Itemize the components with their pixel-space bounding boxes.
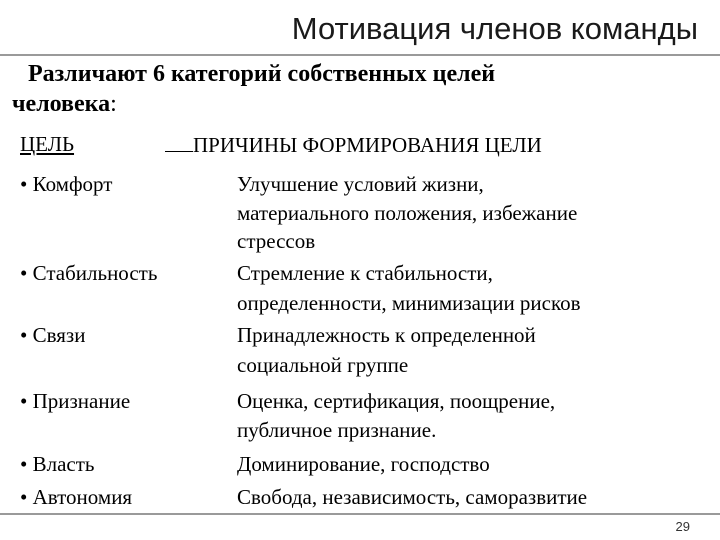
reason-connections-line-1: Принадлежность к определенной [237,323,536,347]
reason-recognition-line-1: Оценка, сертификация, поощрение, [237,389,556,413]
reason-connections-line-2: социальной группе [237,353,409,377]
reason-comfort-line-2: материального положения, избежание [237,201,578,225]
reasons-column-header [165,130,542,160]
goal-item-stability: • Стабильность [20,261,158,285]
slide-title: Мотивация членов команды [291,11,698,46]
title-divider [0,54,720,56]
subtitle-line-2 [12,89,640,119]
goal-item-connections: • Связи [20,323,86,347]
goal-item-recognition: • Признание [20,389,131,413]
page-number: 29 [675,519,690,534]
subtitle-line-2-text: человека [12,91,111,117]
slide-subtitle [12,59,640,119]
goal-item-power: • Власть [20,452,95,476]
reason-stability-line-2: определенности, минимизации рисков [237,291,581,315]
goal-column-header: ЦЕЛЬ [20,132,75,156]
reasons-header-text: ПРИЧИНЫ ФОРМИРОВАНИЯ ЦЕЛИ [193,133,542,157]
footer-divider [0,513,720,515]
reason-autonomy-line-1: Свобода, независимость, саморазвитие [237,485,588,509]
subtitle-line-2-colon: : [110,91,117,117]
goal-item-autonomy: • Автономия [20,485,133,509]
subtitle-line-1: Различают 6 категорий собственных целей [28,61,496,87]
reason-recognition-line-2: публичное признание. [237,418,437,442]
header-underline-lead [165,130,193,152]
reason-stability-line-1: Стремление к стабильности, [237,261,493,285]
goal-item-comfort: • Комфорт [20,172,113,196]
reason-comfort-line-1: Улучшение условий жизни, [237,172,484,196]
reason-power-line-1: Доминирование, господство [237,452,490,476]
reason-comfort-line-3: стрессов [237,229,316,253]
